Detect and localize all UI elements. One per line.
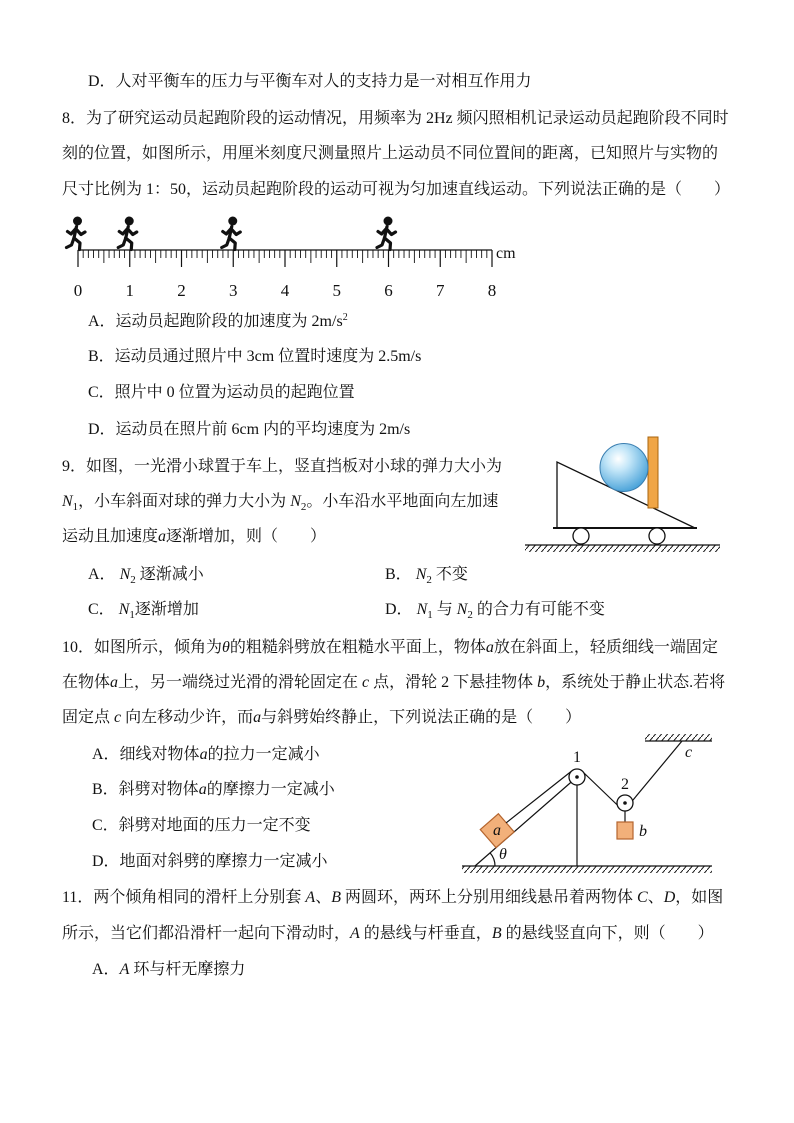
vertical-baffle <box>648 437 658 508</box>
q10-stem-line-2 <box>62 672 725 694</box>
text-run: A． <box>88 566 120 583</box>
runner-head <box>125 217 134 226</box>
ruler-tick-label: 8 <box>487 281 497 300</box>
text-run: 的合力有可能不变 <box>472 601 605 618</box>
block-b <box>617 822 633 839</box>
text-run: ，系统处于静止状态.若将 <box>545 674 726 691</box>
text-run: 逐渐增加 <box>134 601 199 618</box>
text-run: 10．如图所示，倾角为 <box>62 639 223 656</box>
block-a-label: a <box>493 822 501 839</box>
text-run: 8．为了研究运动员起跑阶段的运动情况，用频率为 2Hz 频闪照相机记录运动员起跑阶段不同时 <box>62 110 729 127</box>
math-variable: A <box>305 889 316 906</box>
q8-option-d <box>88 419 410 441</box>
ruler-tick-label: 2 <box>177 281 186 300</box>
text-run: 运动且加速度 <box>62 528 159 545</box>
pulley-1-label: 1 <box>573 749 581 766</box>
q10-stem-line-3 <box>62 707 581 729</box>
math-variable: a <box>253 709 262 726</box>
q8-option-a <box>88 311 348 333</box>
subscript: 2 <box>467 609 473 621</box>
math-variable: a <box>199 746 208 763</box>
math-variable: a <box>198 781 207 798</box>
subscript: 2 <box>130 574 136 586</box>
math-variable: b <box>537 674 546 691</box>
text-run: 放在斜面上，轻质细线一端固定 <box>493 639 718 656</box>
math-variable: N <box>118 601 130 618</box>
subscript: 1 <box>72 501 79 513</box>
ruler-tick-label: 5 <box>332 281 341 300</box>
text-run: 上，另一端绕过光滑的滑轮固定在 <box>118 674 363 691</box>
runner-icon <box>118 217 137 250</box>
q10-stem-line-1 <box>62 637 718 659</box>
text-run: 、 <box>315 889 332 906</box>
text-run: 不变 <box>431 566 468 583</box>
math-variable: N <box>119 566 131 583</box>
ruler-ticks <box>78 250 492 267</box>
text-run: 向左移动少许，而 <box>121 709 254 726</box>
text-run: 环与杆无摩擦力 <box>129 961 246 978</box>
q10-option-c <box>92 815 311 837</box>
runner-icon <box>67 217 86 250</box>
runner-front-arm <box>76 229 85 235</box>
math-variable: B <box>491 925 502 942</box>
q10-wedge-pulley-figure <box>455 730 717 880</box>
ground-hatching <box>462 866 712 873</box>
runner-front-arm <box>231 229 240 235</box>
q10-option-a <box>92 744 320 766</box>
ruler-tick-label: 1 <box>125 281 134 300</box>
math-variable: θ <box>222 639 230 656</box>
math-variable: a <box>485 639 494 656</box>
pulley-1-axle <box>575 775 579 779</box>
math-variable: a <box>110 674 119 691</box>
runners <box>67 217 396 250</box>
q10-option-d <box>92 851 328 873</box>
cart-wheel-right <box>649 528 665 544</box>
q11-stem-line-2 <box>62 923 714 945</box>
text-run: 的粗糙斜劈放在粗糙水平面上，物体 <box>229 639 486 656</box>
text-run: 点，滑轮 2 下悬挂物体 <box>369 674 538 691</box>
string-pulley-1-to-pulley-2 <box>584 773 618 806</box>
q7-option-d <box>88 71 532 93</box>
text-run: 的悬线竖直向下，则（ ） <box>501 925 714 942</box>
ruler-tick-label: 0 <box>73 281 83 300</box>
runner-front-arm <box>128 229 137 235</box>
text-run: 两圆环，两环上分别用细线悬吊着两物体 <box>341 889 638 906</box>
q11-stem-line-1 <box>62 887 723 909</box>
text-run: B．运动员通过照片中 3cm 位置时速度为 2.5m/s <box>88 348 422 365</box>
runner-head <box>228 217 237 226</box>
q9-cart-figure <box>520 430 725 555</box>
q10-option-b <box>92 779 335 801</box>
q11-option-a <box>92 959 245 981</box>
text-run: 的悬线与杆垂直， <box>359 925 492 942</box>
runner-back-leg <box>67 238 75 248</box>
q9-stem-line-2 <box>62 491 498 513</box>
angle-label: θ <box>499 846 507 863</box>
q9-option-d <box>385 599 605 621</box>
q8-stem-line-3 <box>62 179 730 201</box>
pulley-2-axle <box>623 801 627 805</box>
math-variable: N <box>62 493 73 510</box>
runner-back-leg <box>377 238 385 248</box>
text-run: 与 <box>432 601 457 618</box>
text-run: 所示，当它们都沿滑杆一起向下滑动时， <box>62 925 351 942</box>
ruler-unit-label: cm <box>496 245 516 262</box>
text-run: A．细线对物体 <box>92 746 200 763</box>
text-run: ，小车斜面对球的弹力大小为 <box>78 493 291 510</box>
math-variable: N <box>456 601 468 618</box>
runner-back-leg <box>118 238 126 248</box>
subscript: 1 <box>427 609 433 621</box>
math-variable: a <box>158 528 167 545</box>
math-variable: N <box>290 493 301 510</box>
q8-stem-line-2 <box>62 143 718 165</box>
math-variable: A <box>350 925 360 942</box>
text-run: A． <box>92 961 120 978</box>
subscript: 1 <box>129 609 135 621</box>
text-run: D．人对平衡车的压力与平衡车对人的支持力是一对相互作用力 <box>88 73 532 90</box>
runner-front-arm <box>387 229 396 235</box>
pulley-2-label: 2 <box>621 776 629 793</box>
text-run: C． <box>88 601 119 618</box>
text-run: 与斜劈始终静止，下列说法正确的是（ ） <box>261 709 582 726</box>
string-pulley-2-to-c <box>633 741 682 801</box>
q8-option-b <box>88 346 421 368</box>
text-run: B． <box>385 566 416 583</box>
q8-stem-line-1 <box>62 108 729 130</box>
q9-stem-line-1 <box>62 456 502 478</box>
text-run: 。小车沿水平地面向左加速 <box>306 493 499 510</box>
text-run: 、 <box>647 889 664 906</box>
text-run: ，如图 <box>675 889 724 906</box>
math-variable: N <box>416 601 428 618</box>
cart-wheel-left <box>573 528 589 544</box>
q9-option-c <box>88 599 199 621</box>
ruler-tick-label: 3 <box>229 281 238 300</box>
text-run: D．地面对斜劈的摩擦力一定减小 <box>92 853 328 870</box>
text-run: A．运动员起跑阶段的加速度为 2m/s <box>88 313 343 330</box>
text-run: B．斜劈对物体 <box>92 781 199 798</box>
q8-option-c <box>88 382 355 404</box>
runner-back-leg <box>222 238 230 248</box>
ruler-tick-label: 7 <box>436 281 445 300</box>
q9-option-b <box>385 564 468 586</box>
subscript: 2 <box>300 501 307 513</box>
text-run: 9．如图，一光滑小球置于车上，竖直挡板对小球的弹力大小为 <box>62 458 503 475</box>
superscript: 2 <box>342 312 348 323</box>
text-run: 的拉力一定减小 <box>207 746 320 763</box>
math-variable: D <box>663 889 676 906</box>
math-variable: c <box>114 709 122 726</box>
math-variable: C <box>637 889 648 906</box>
q9-stem-line-3 <box>62 526 326 548</box>
q9-option-a <box>88 564 204 586</box>
text-run: 11．两个倾角相同的滑杆上分别套 <box>62 889 306 906</box>
text-run: 逐渐减小 <box>135 566 204 583</box>
ruler-tick-label: 6 <box>384 281 393 300</box>
runner-head <box>384 217 393 226</box>
text-run: C．斜劈对地面的压力一定不变 <box>92 817 311 834</box>
math-variable: N <box>415 566 427 583</box>
text-run: D． <box>385 601 417 618</box>
text-run: 的摩擦力一定减小 <box>206 781 335 798</box>
text-run: 在物体 <box>62 674 111 691</box>
ruler-tick-labels <box>74 281 497 300</box>
text-run: D．运动员在照片前 6cm 内的平均速度为 2m/s <box>88 421 411 438</box>
text-run: 固定点 <box>62 709 115 726</box>
ground-hatching <box>525 545 720 552</box>
ceiling-hatching <box>645 734 712 741</box>
smooth-ball <box>600 444 648 492</box>
runner-icon <box>377 217 396 250</box>
q8-ruler-figure <box>60 208 540 308</box>
text-run: C．照片中 0 位置为运动员的起跑位置 <box>88 384 355 401</box>
text-run: 刻的位置，如图所示，用厘米刻度尺测量照片上运动员不同位置间的距离，已知照片与实物的 <box>62 145 719 162</box>
point-c-label: c <box>685 744 693 761</box>
runner-head <box>73 217 82 226</box>
text-run: 尺寸比例为 1：50，运动员起跑阶段的运动可视为匀加速直线运动。下列说法正确的是（ ） <box>62 181 731 198</box>
block-b-label: b <box>639 823 647 840</box>
math-variable: c <box>362 674 370 691</box>
angle-arc <box>490 853 495 866</box>
math-variable: B <box>331 889 341 906</box>
string-a-to-pulley-1 <box>506 771 572 823</box>
text-run: 逐渐增加，则（ ） <box>166 528 327 545</box>
subscript: 2 <box>426 574 432 586</box>
ruler-tick-label: 4 <box>280 281 290 300</box>
runner-icon <box>222 217 241 250</box>
math-variable: A <box>119 961 130 978</box>
